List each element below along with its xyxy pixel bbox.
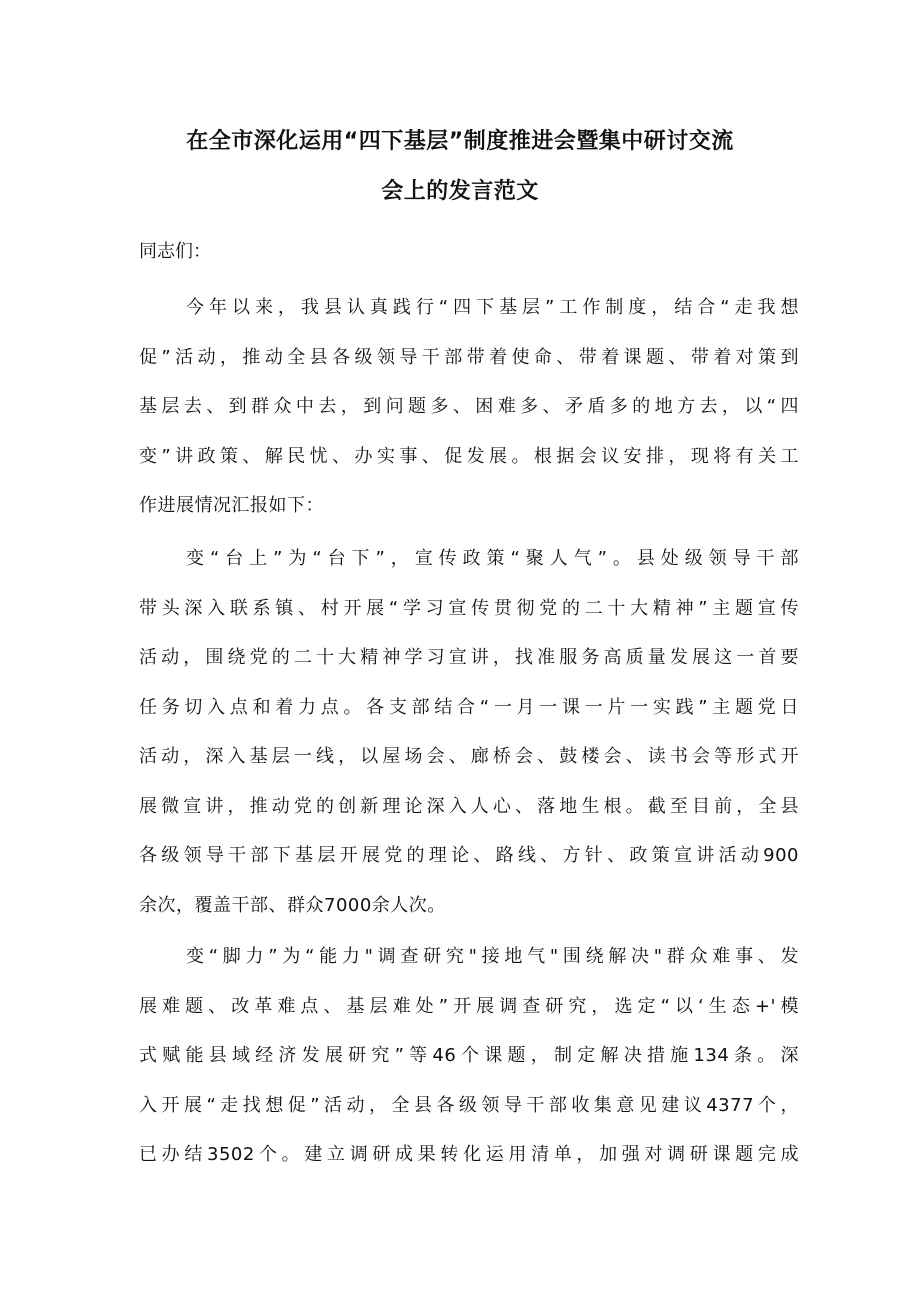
paragraph-line: 各级领导干部下基层开展党的理论、路线、方针、政策宣讲活动900 [139,845,799,866]
paragraph-2 [139,545,799,941]
paragraph-line: 今年以来，我县认真践行“四下基层”工作制度，结合“走我想 [186,297,799,318]
paragraph-line: 展微宣讲，推动党的创新理论深入人心、落地生根。截至目前，全县 [139,795,799,817]
document-title-line-1: 在全市深化运用“四下基层”制度推进会暨集中研讨交流 [186,129,734,154]
paragraph-line: 活动，深入基层一线，以屋场会、廊桥会、鼓楼会、读书会等形式开 [139,746,799,767]
paragraph-line: 活动，围绕党的二十大精神学习宣讲，找准服务高质量发展这一首要 [139,647,799,668]
document-title-line-2: 会上的发言范文 [381,179,539,204]
paragraph-line: 变”讲政策、解民忧、办实事、促发展。根据会议安排，现将有关工 [139,445,799,467]
paragraph-line: 展难题、改革难点、基层难处”开展调查研究，选定“以‘生态+'模 [139,995,799,1017]
paragraph-line: 余次，覆盖干部、群众7000余人次。 [139,894,446,916]
paragraph-1 [139,294,799,542]
paragraph-line: 带头深入联系镇、村开展“学习宣传贯彻党的二十大精神”主题宣传 [139,597,799,619]
paragraph-line: 作进展情况汇报如下： [139,495,324,516]
paragraph-line: 任务切入点和着力点。各支部结合“一月一课一片一实践”主题党日 [139,696,799,718]
paragraph-line: 促”活动，推动全县各级领导干部带着使命、带着课题、带着对策到 [139,346,799,368]
paragraph-line: 式赋能县域经济发展研究”等46个课题，制定解决措施134条。深 [139,1045,799,1066]
paragraph-line: 变“台上”为“台下”，宣传政策“聚人气”。县处级领导干部 [186,548,799,569]
paragraph-line: 基层去、到群众中去，到问题多、困难多、矛盾多的地方去，以“四 [139,396,799,417]
paragraph-line: 变“脚力”为“能力"调查研究"接地气"围绕解决"群众难事、发 [186,946,799,967]
paragraph-line: 入开展“走找想促”活动，全县各级领导干部收集意见建议4377个， [139,1094,799,1116]
paragraph-line: 已办结3502个。建立调研成果转化运用清单，加强对调研课题完成 [139,1144,799,1165]
paragraph-3 [139,943,799,1191]
salutation: 同志们： [139,241,211,262]
